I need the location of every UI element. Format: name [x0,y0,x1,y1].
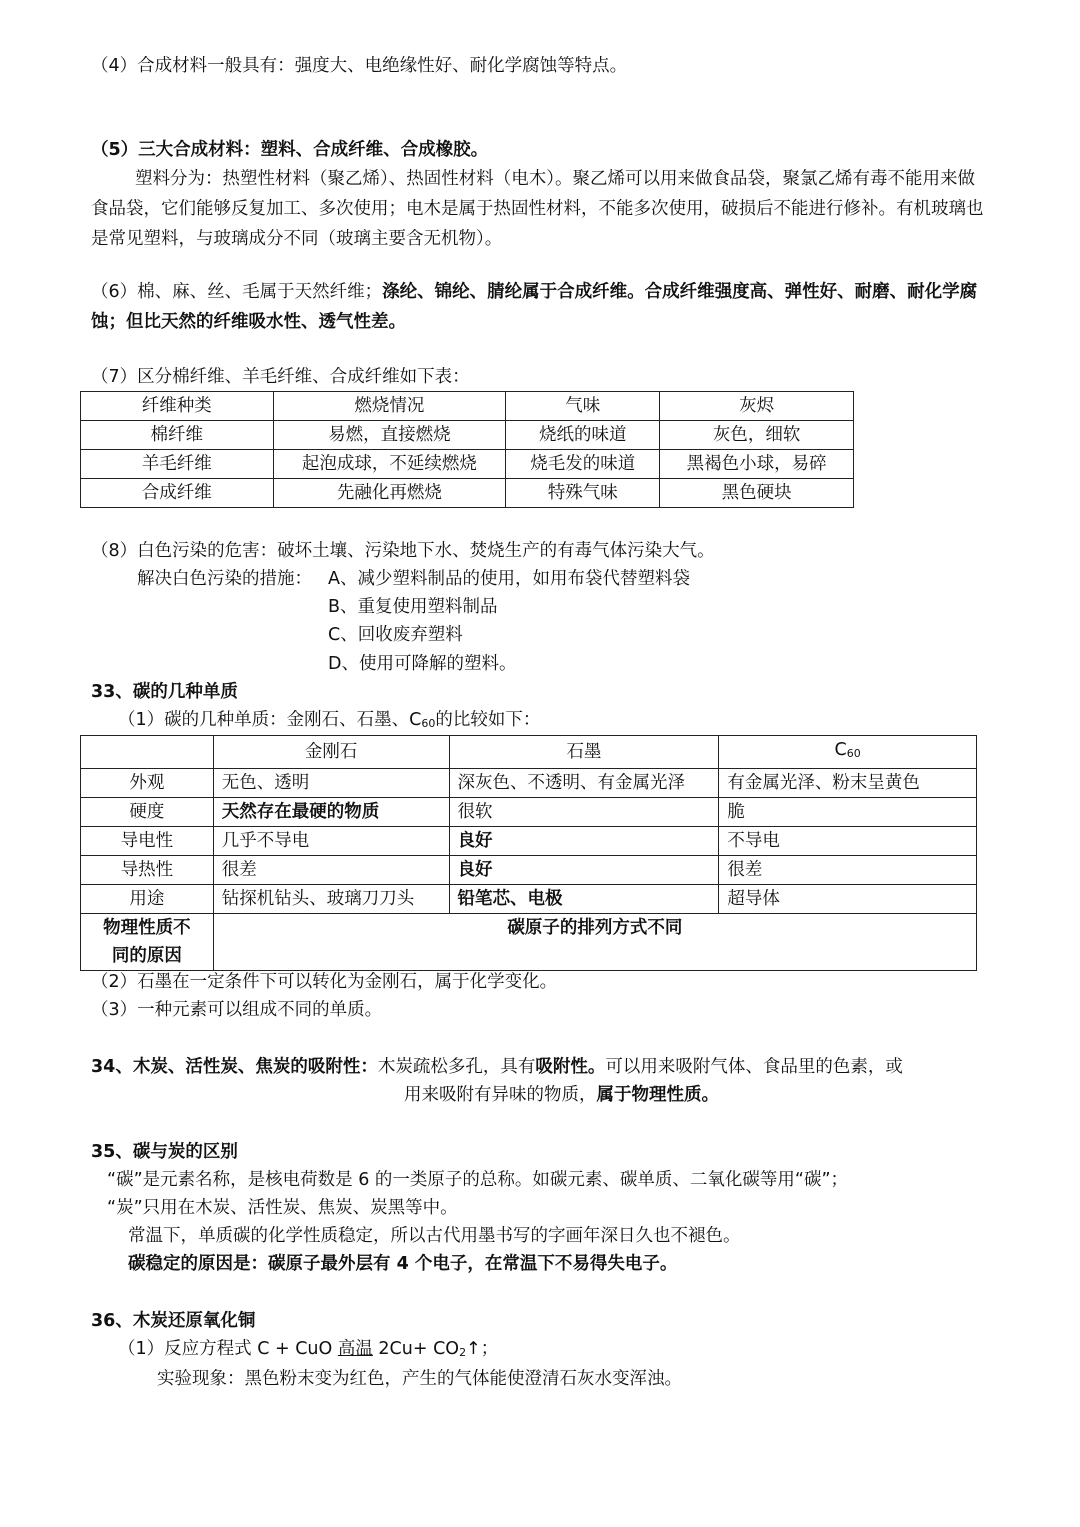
table-cell: 烧纸的味道 [506,421,660,450]
section-36-title: 36、木炭还原氧化铜 [91,1311,256,1331]
section-35-line1: “碳”是元素名称，是核电荷数是 6 的一类原子的总称。如碳元素、碳单质、二氧化碳等用“碳”； [107,1170,849,1190]
table-cell: 硬度 [81,798,214,827]
table-row [81,450,854,479]
section-34-text: 木炭疏松多孔，具有 [377,1057,536,1077]
equation-end: ↑； [466,1339,499,1359]
table-header-cell: 金刚石 [213,736,449,769]
reason-label-line1: 物理性质不 [103,918,191,938]
equation-condition: 高温 [337,1339,373,1359]
table-cell: 很软 [449,798,719,827]
measure-item: D、使用可降解的塑料。 [328,654,517,674]
subscript-60: 60 [421,717,436,730]
section-35-title: 35、碳与炭的区别 [91,1142,238,1162]
section-33-subtitle [118,706,540,738]
section-33-point2: （2）石墨在一定条件下可以转化为金刚石，属于化学变化。 [91,972,558,992]
section-6-bold: 涤纶、锦纶、腈纶属于合成纤维。合成纤维强度高、弹性好、耐磨、耐化学腐蚀；但比天然的纤维吸水性、透气性差。 [91,282,978,332]
measure-item: A、减少塑料制品的使用，如用布袋代替塑料袋 [328,569,690,589]
measure-item: B、重复使用塑料制品 [328,597,498,617]
table-cell: 羊毛纤维 [81,450,274,479]
table-row [81,769,977,798]
fiber-table [80,391,854,508]
table-cell: 特殊气味 [506,479,660,508]
section-34-line2 [404,1081,719,1110]
table-cell: 外观 [81,769,214,798]
section-33-title: 33、碳的几种单质 [91,682,238,702]
table-header-cell: 石墨 [449,736,719,769]
table-header-cell: 气味 [506,392,660,421]
table-cell: 超导体 [719,885,977,914]
table-row [81,885,977,914]
table-row [81,856,977,885]
section-35-line2: “炭”只用在木炭、活性炭、焦炭、炭黑等中。 [107,1198,458,1218]
subtitle-suffix: 的比较如下： [435,710,541,730]
table-cell: 钻探机钻头、玻璃刀刀头 [213,885,449,914]
measure-item: C、回收废弃塑料 [328,625,463,645]
section-6-paragraph [91,277,991,337]
table-cell: 起泡成球，不延续燃烧 [273,450,506,479]
table-cell: 烧毛发的味道 [506,450,660,479]
section-8-measures-label: 解决白色污染的措施： [137,569,312,589]
fiber-table-header [81,392,854,421]
table-row [81,914,977,971]
table-cell: 良好 [449,827,719,856]
table-header-cell: 纤维种类 [81,392,274,421]
section-34-bold: 属于物理性质。 [596,1085,719,1105]
table-cell: 合成纤维 [81,479,274,508]
table-cell: 导热性 [81,856,214,885]
section-6-normal: （6）棉、麻、丝、毛属于天然纤维； [91,282,383,302]
section-8-line1: （8）白色污染的危害：破坏土壤、污染地下水、焚烧生产的有毒气体污染大气。 [91,541,715,561]
table-cell: 很差 [213,856,449,885]
subtitle-prefix: （1）碳的几种单质：金刚石、石墨、C [118,710,422,730]
table-cell: 深灰色、不透明、有金属光泽 [449,769,719,798]
table-cell: 有金属光泽、粉末呈黄色 [719,769,977,798]
section-35-line4: 碳稳定的原因是：碳原子最外层有 4 个电子，在常温下不易得失电子。 [128,1254,678,1274]
table-cell: 脆 [719,798,977,827]
table-cell: 先融化再燃烧 [273,479,506,508]
table-cell: 棉纤维 [81,421,274,450]
table-cell: 无色、透明 [213,769,449,798]
table-cell: 灰色，细软 [660,421,854,450]
reason-value-cell: 碳原子的排列方式不同 [213,914,976,971]
table-cell: 黑色硬块 [660,479,854,508]
section-4-text: （4）合成材料一般具有：强度大、电绝缘性好、耐化学腐蚀等特点。 [91,56,628,76]
reason-label-line2: 同的原因 [111,946,182,966]
carbon-table-header [81,736,977,769]
section-35-line3: 常温下，单质碳的化学性质稳定，所以古代用墨书写的字画年深日久也不褪色。 [128,1226,741,1246]
table-header-cell: 燃烧情况 [273,392,506,421]
section-34-title: 34、木炭、活性炭、焦炭的吸附性： [91,1057,378,1077]
table-cell: 天然存在最硬的物质 [213,798,449,827]
table-cell: 导电性 [81,827,214,856]
c60-subscript: 60 [846,747,861,760]
table-row [81,827,977,856]
reason-label-cell [81,914,214,971]
equation-subscript: 2 [459,1346,467,1359]
table-header-cell [81,736,214,769]
section-36-equation [118,1335,498,1367]
equation-products: 2Cu+ CO [372,1339,460,1359]
table-header-cell: 灰烬 [660,392,854,421]
section-5-title: （5）三大合成材料：塑料、合成纤维、合成橡胶。 [91,140,489,160]
section-34-text: 用来吸附有异味的物质， [404,1085,597,1105]
section-34-bold: 吸附性。 [535,1057,606,1077]
table-cell: 易燃，直接燃烧 [273,421,506,450]
section-34-line1 [91,1053,903,1082]
table-cell: 铅笔芯、电极 [449,885,719,914]
equation-reactants: （1）反应方程式 C + CuO [118,1339,338,1359]
table-row [81,798,977,827]
c60-label: C [834,740,847,760]
table-cell: 用途 [81,885,214,914]
table-cell: 不导电 [719,827,977,856]
table-cell: 很差 [719,856,977,885]
table-cell: 黑褐色小球，易碎 [660,450,854,479]
table-header-cell [719,736,977,769]
section-5-paragraph: 塑料分为：热塑性材料（聚乙烯）、热固性材料（电木）。聚乙烯可以用来做食品袋，聚氯乙烯有毒不能用来做食品袋，它们能够反复加工、多次使用；电木是属于热固性材料，不能多次使用，破损后不能进行修补。有机玻璃也是常见塑料，与玻璃成分不同（玻璃主要含无机物）。 [91,169,984,249]
table-cell: 良好 [449,856,719,885]
section-36-phenomenon: 实验现象：黑色粉末变为红色，产生的气体能使澄清石灰水变浑浊。 [157,1369,682,1389]
section-33-point3: （3）一种元素可以组成不同的单质。 [91,1000,383,1020]
section-7-title: （7）区分棉纤维、羊毛纤维、合成纤维如下表： [91,367,470,387]
table-cell: 几乎不导电 [213,827,449,856]
section-34-text: 可以用来吸附气体、食品里的色素，或 [605,1057,903,1077]
table-row [81,421,854,450]
carbon-table [80,735,977,971]
table-row [81,479,854,508]
